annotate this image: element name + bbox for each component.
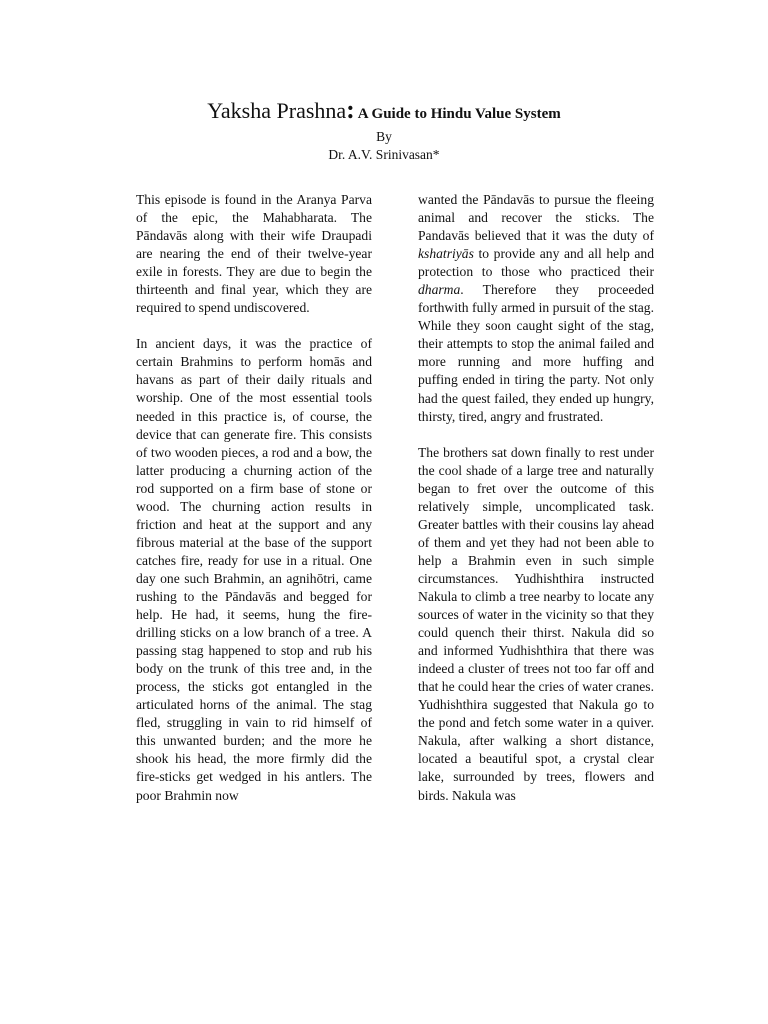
byline: By — [376, 129, 392, 144]
paragraph: In ancient days, it was the practice of certain Brahmins to perform homās and havans as part of their daily rituals and worship. One of the most essential tools needed in this practice is, of course, the device that can generate fire. This consists of two wooden pieces, a rod and a bow, the latter producing a churning action of the rod supported on a firm base of stone or wood. The churning action results in friction and heat at the support and any fibrous material at the base of the support catches fire, ready for use in a ritual. One day one such Brahmin, an agnihōtri, came rushing to the Pāndavās and begged for help. He had, it seems, hung the fire-drilling sticks on a low branch of a tree. A passing stag happened to stop and rub his body on the trunk of this tree and, in the process, the sticks got entangled in the articulated horns of the animal. The stag fled, struggling in vain to rid himself of this unwanted burden; and the more he shook his head, the more firmly did the fire-sticks get wedged in his antlers. The poor Brahmin now — [136, 336, 372, 803]
document-title — [0, 96, 768, 128]
title-subtitle: A Guide to Hindu Value System — [354, 106, 561, 122]
text-run: . Therefore they proceeded forthwith fully armed in pursuit of the stag. While they soon caught sight of the stag, their attempts to stop the animal failed and more running and more huffing and puffing ended in tiring the party. Not only had the quest failed, they ended up hungry, thirsty, tired, angry and frustrated. — [418, 282, 654, 424]
paragraph — [418, 191, 654, 426]
left-column — [136, 191, 372, 823]
document-header — [0, 96, 768, 164]
text-run: wanted the Pāndavās to pursue the fleeing animal and recover the sticks. The Pandavās believed that it was the duty of — [418, 192, 654, 244]
paragraph: This episode is found in the Aranya Parva of the epic, the Mahabharata. The Pāndavās along with their wife Draupadi are nearing the end of their twelve-year exile in forests. They are due to begin the thirteenth and final year, which they are required to spend undiscovered. — [136, 192, 372, 316]
paragraph: The brothers sat down finally to rest under the cool shade of a large tree and naturally began to fret over the outcome of this relatively simple, uncomplicated task. Greater battles with their cousins lay ahead of them and yet they had not been able to help a Brahmin even in such simple circumstances. Yudhishthira instructed Nakula to climb a tree nearby to locate any sources of water in the vicinity so that they could quench their thirst. Nakula did so and informed Yudhishthira that there was indeed a cluster of trees not too far off and that he could hear the cries of water cranes. Yudhishthira suggested that Nakula go to the pond and fetch some water in a quiver. Nakula, after walking a short distance, located a beautiful spot, a crystal clear lake, surrounded by trees, flowers and birds. Nakula was — [418, 444, 654, 803]
title-colon: : — [346, 95, 355, 124]
italic-term-kshatriyas: kshatriyās — [418, 246, 474, 262]
text-run: to provide any and all help and protection to those who practiced their — [418, 246, 654, 280]
title-main: Yaksha Prashna — [207, 98, 347, 123]
right-column — [418, 191, 654, 823]
italic-term-dharma: dharma — [418, 282, 461, 298]
author-name: Dr. A.V. Srinivasan* — [328, 147, 440, 162]
